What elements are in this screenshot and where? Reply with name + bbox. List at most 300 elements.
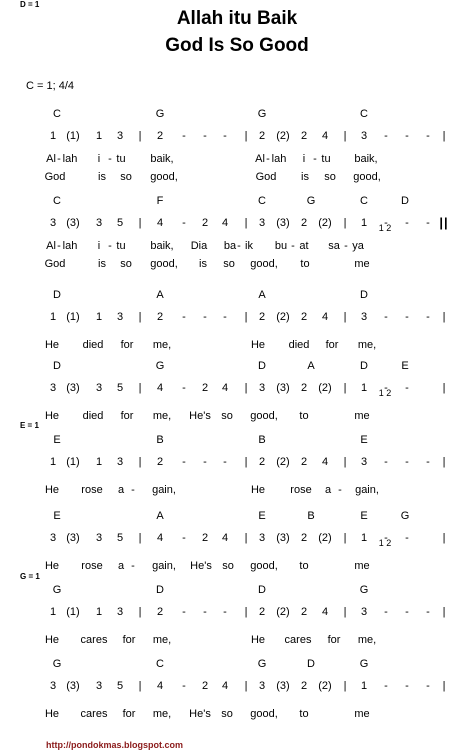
- note-number: 2: [300, 680, 308, 692]
- chord-symbol: D: [258, 360, 266, 372]
- lyric-word: God: [44, 258, 66, 270]
- lyric-word: tu: [321, 153, 331, 165]
- chord-symbol: C: [53, 195, 61, 207]
- chord-symbol: G: [257, 658, 267, 670]
- lyric-word: He's: [190, 560, 212, 572]
- lyric-word: me,: [152, 410, 172, 422]
- lyric-word: He: [44, 708, 60, 720]
- lyric-word: He's: [189, 708, 211, 720]
- lyric-word: good,: [250, 560, 278, 572]
- note-number: 1: [49, 311, 57, 323]
- lyric-word: i: [302, 153, 306, 165]
- note-number: 4: [156, 382, 164, 394]
- chord-symbol: E: [401, 360, 409, 372]
- lyric-word: -: [108, 153, 112, 165]
- note-number: -: [405, 311, 409, 323]
- note-number: (1): [66, 456, 80, 468]
- note-number: (2): [276, 311, 290, 323]
- note-number: 3: [258, 382, 266, 394]
- lyric-word: God: [44, 171, 66, 183]
- note-number: 2: [300, 456, 308, 468]
- chord-symbol: C: [156, 658, 164, 670]
- lyric-word: He: [250, 484, 266, 496]
- chord-symbol: B: [307, 510, 315, 522]
- note-number: 2: [300, 311, 308, 323]
- note-number: -: [405, 130, 409, 142]
- note-number: -: [426, 130, 430, 142]
- chord-symbol: G: [155, 108, 165, 120]
- barline: |: [343, 217, 347, 229]
- lyric-word: me,: [357, 634, 377, 646]
- lyric-word: He: [44, 484, 60, 496]
- note-number: -: [426, 606, 430, 618]
- note-number: -: [182, 680, 186, 692]
- chord-symbol: D: [156, 584, 164, 596]
- note-number: -: [384, 311, 388, 323]
- lyric-word: He: [44, 339, 60, 351]
- note-number: (1): [66, 311, 80, 323]
- chord-symbol: E: [360, 434, 368, 446]
- lyric-word: for: [325, 339, 339, 351]
- barline: |: [442, 382, 446, 394]
- note-number: 5: [116, 532, 124, 544]
- lyric-word: to: [300, 258, 310, 270]
- note-number: -: [182, 532, 186, 544]
- modulation-label: D = 1: [20, 0, 40, 9]
- note-number: 2: [300, 606, 308, 618]
- lyric-word: -: [131, 484, 135, 496]
- lyric-word: a: [324, 484, 332, 496]
- lyric-word: a: [117, 560, 125, 572]
- lyric-word: good,: [150, 171, 178, 183]
- note-number: -: [384, 217, 388, 229]
- lyric-word: cares: [284, 634, 312, 646]
- modulation-label: G = 1: [20, 572, 40, 581]
- note-number: -: [405, 680, 409, 692]
- note-number: -: [182, 606, 186, 618]
- lyric-word: me: [354, 560, 370, 572]
- note-number: -: [384, 456, 388, 468]
- note-number: (2): [318, 217, 332, 229]
- note-number: (2): [318, 382, 332, 394]
- barline: |: [244, 217, 248, 229]
- chord-symbol: D: [53, 289, 61, 301]
- note-number: 3: [95, 382, 103, 394]
- note-number: 3: [360, 606, 368, 618]
- note-number: -: [384, 680, 388, 692]
- lyric-word: for: [120, 410, 134, 422]
- note-number: 4: [221, 382, 229, 394]
- lyric-word: for: [122, 634, 136, 646]
- lyric-word: gain,: [355, 484, 379, 496]
- lyric-word: cares: [80, 634, 108, 646]
- note-number: (2): [276, 130, 290, 142]
- note-number: (3): [276, 680, 290, 692]
- chord-symbol: D: [360, 360, 368, 372]
- note-number: (3): [66, 217, 80, 229]
- note-number: 2: [258, 130, 266, 142]
- lyric-word: is: [98, 258, 106, 270]
- lyric-word: -: [313, 153, 317, 165]
- note-number: 4: [156, 680, 164, 692]
- note-number: 3: [95, 680, 103, 692]
- note-number: 4: [221, 532, 229, 544]
- lyric-word: Dia: [190, 240, 208, 252]
- song-subtitle: God Is So Good: [165, 35, 309, 56]
- lyric-word: good,: [150, 258, 178, 270]
- barline: |: [138, 382, 142, 394]
- note-number: (2): [318, 532, 332, 544]
- transition-top: 1: [378, 223, 384, 233]
- chord-symbol: G: [155, 360, 165, 372]
- note-number: 3: [116, 311, 124, 323]
- chord-symbol: C: [258, 195, 266, 207]
- lyric-word: ya: [352, 240, 364, 252]
- barline: |: [343, 456, 347, 468]
- lyric-word: for: [327, 634, 341, 646]
- barline: |: [138, 532, 142, 544]
- note-number: (1): [66, 130, 80, 142]
- note-number: -: [223, 311, 227, 323]
- barline: |: [244, 532, 248, 544]
- note-number: 4: [321, 130, 329, 142]
- barline: |: [442, 130, 446, 142]
- transition-bottom: 2: [386, 223, 392, 233]
- note-number: (2): [276, 606, 290, 618]
- barline: |: [138, 311, 142, 323]
- lyric-word: good,: [250, 708, 278, 720]
- lyric-word: ba: [223, 240, 237, 252]
- note-number: 3: [116, 130, 124, 142]
- lyric-word: is: [301, 171, 309, 183]
- note-number: 4: [321, 606, 329, 618]
- lyric-word: cares: [80, 708, 108, 720]
- lyric-word: baik,: [354, 153, 378, 165]
- lyric-word: lah: [62, 153, 78, 165]
- note-number: 1: [360, 217, 368, 229]
- lyric-word: i: [97, 240, 101, 252]
- lyric-word: to: [299, 560, 309, 572]
- note-number: -: [384, 606, 388, 618]
- transition-mark: [379, 223, 392, 233]
- barline: |: [244, 456, 248, 468]
- lyric-word: me,: [152, 634, 172, 646]
- note-number: 4: [156, 532, 164, 544]
- barline: |: [343, 311, 347, 323]
- note-number: (2): [276, 456, 290, 468]
- chord-symbol: E: [53, 510, 61, 522]
- note-number: 2: [156, 130, 164, 142]
- lyric-word: He: [44, 410, 60, 422]
- note-number: -: [426, 217, 430, 229]
- lyric-word: He: [250, 634, 266, 646]
- note-number: 2: [156, 311, 164, 323]
- note-number: -: [182, 217, 186, 229]
- lyric-word: -: [266, 153, 270, 165]
- note-number: 2: [300, 130, 308, 142]
- barline: |: [343, 606, 347, 618]
- note-number: 3: [360, 130, 368, 142]
- lyric-word: -: [344, 240, 348, 252]
- chord-symbol: A: [156, 510, 164, 522]
- note-number: -: [182, 311, 186, 323]
- note-number: 5: [116, 217, 124, 229]
- lyric-word: -: [131, 560, 135, 572]
- barline: |: [244, 606, 248, 618]
- lyric-word: for: [120, 339, 134, 351]
- lyric-word: so: [222, 560, 234, 572]
- note-number: -: [426, 456, 430, 468]
- chord-symbol: E: [53, 434, 61, 446]
- chord-symbol: G: [359, 584, 369, 596]
- note-number: -: [182, 130, 186, 142]
- note-number: 4: [156, 217, 164, 229]
- chord-symbol: G: [52, 658, 62, 670]
- note-number: -: [426, 680, 430, 692]
- lyric-word: at: [299, 240, 309, 252]
- lyric-word: rose: [290, 484, 312, 496]
- lyric-word: Al: [46, 153, 56, 165]
- note-number: 2: [258, 606, 266, 618]
- song-title: Allah itu Baik: [176, 8, 298, 29]
- note-number: -: [223, 606, 227, 618]
- lyric-word: me,: [152, 339, 172, 351]
- key-signature: C = 1; 4/4: [26, 80, 75, 92]
- note-number: 3: [360, 311, 368, 323]
- lyric-word: He: [44, 634, 60, 646]
- chord-symbol: A: [307, 360, 315, 372]
- lyric-word: so: [223, 258, 235, 270]
- note-number: -: [384, 532, 388, 544]
- note-number: 5: [116, 680, 124, 692]
- note-number: 1: [49, 606, 57, 618]
- chord-symbol: G: [306, 195, 316, 207]
- footer-url: http://pondokmas.blogspot.com: [46, 740, 183, 750]
- note-number: 3: [95, 532, 103, 544]
- note-number: 2: [258, 456, 266, 468]
- barline: |: [138, 217, 142, 229]
- barline: |: [244, 311, 248, 323]
- lyric-word: He's: [189, 410, 211, 422]
- barline: |: [442, 680, 446, 692]
- note-number: -: [405, 606, 409, 618]
- lyric-word: me,: [357, 339, 377, 351]
- note-number: 1: [360, 382, 368, 394]
- note-number: 2: [201, 217, 209, 229]
- chord-symbol: C: [360, 195, 368, 207]
- note-number: 4: [321, 456, 329, 468]
- lyric-word: baik,: [150, 153, 174, 165]
- lyric-word: i: [97, 153, 101, 165]
- lyric-word: -: [108, 240, 112, 252]
- barline: |: [244, 130, 248, 142]
- lyric-word: died: [288, 339, 310, 351]
- lyric-word: tu: [116, 240, 126, 252]
- note-number: (3): [276, 382, 290, 394]
- barline: |: [442, 456, 446, 468]
- note-number: 5: [116, 382, 124, 394]
- lyric-word: -: [57, 240, 61, 252]
- note-number: 2: [300, 532, 308, 544]
- chord-symbol: E: [258, 510, 266, 522]
- note-number: 3: [116, 456, 124, 468]
- lyric-word: baik,: [150, 240, 174, 252]
- note-number: -: [384, 382, 388, 394]
- transition-mark: [379, 538, 392, 548]
- barline: |: [343, 680, 347, 692]
- note-number: 2: [156, 456, 164, 468]
- chord-symbol: G: [400, 510, 410, 522]
- modulation-label: E = 1: [20, 421, 39, 430]
- lyric-word: lah: [271, 153, 287, 165]
- note-number: 3: [95, 217, 103, 229]
- lyric-word: died: [82, 410, 104, 422]
- note-number: 1: [95, 311, 103, 323]
- note-number: -: [203, 456, 207, 468]
- note-number: 2: [300, 217, 308, 229]
- chord-symbol: B: [258, 434, 266, 446]
- note-number: -: [426, 311, 430, 323]
- barline: |: [244, 382, 248, 394]
- note-number: 1: [360, 680, 368, 692]
- barline: |: [343, 382, 347, 394]
- note-number: 1: [95, 456, 103, 468]
- chord-symbol: C: [360, 108, 368, 120]
- note-number: -: [405, 456, 409, 468]
- note-number: 3: [49, 680, 57, 692]
- note-number: 4: [221, 217, 229, 229]
- note-number: -: [405, 217, 409, 229]
- lyric-word: so: [324, 171, 336, 183]
- lyric-word: for: [122, 708, 136, 720]
- note-number: (3): [66, 382, 80, 394]
- lyric-word: rose: [81, 560, 103, 572]
- barline: ||: [439, 215, 449, 230]
- lyric-word: to: [299, 410, 309, 422]
- lyric-word: good,: [250, 410, 278, 422]
- lyric-word: God: [255, 171, 277, 183]
- lyric-word: me,: [152, 708, 172, 720]
- note-number: -: [182, 382, 186, 394]
- lyric-word: -: [291, 240, 295, 252]
- lyric-word: Al: [46, 240, 56, 252]
- chord-symbol: D: [53, 360, 61, 372]
- chord-symbol: E: [360, 510, 368, 522]
- barline: |: [244, 680, 248, 692]
- transition-bottom: 2: [386, 538, 392, 548]
- lyric-word: lah: [62, 240, 78, 252]
- lyric-word: me: [354, 258, 370, 270]
- note-number: 4: [321, 311, 329, 323]
- note-number: 2: [156, 606, 164, 618]
- lyric-word: is: [199, 258, 207, 270]
- note-number: (2): [318, 680, 332, 692]
- lyric-word: died: [82, 339, 104, 351]
- lyric-word: bu: [274, 240, 288, 252]
- note-number: -: [405, 382, 409, 394]
- note-number: 3: [258, 680, 266, 692]
- transition-bottom: 2: [386, 388, 392, 398]
- lyric-word: me: [354, 708, 370, 720]
- lyric-word: Al: [255, 153, 265, 165]
- lyric-word: sa: [328, 240, 340, 252]
- note-number: 3: [116, 606, 124, 618]
- transition-top: 1: [378, 538, 384, 548]
- chord-symbol: D: [360, 289, 368, 301]
- note-number: -: [182, 456, 186, 468]
- chord-symbol: D: [401, 195, 409, 207]
- lyric-word: -: [237, 240, 241, 252]
- barline: |: [138, 606, 142, 618]
- barline: |: [442, 532, 446, 544]
- note-number: 3: [258, 217, 266, 229]
- note-number: (1): [66, 606, 80, 618]
- note-number: (3): [66, 532, 80, 544]
- lyric-word: ik: [245, 240, 253, 252]
- lyric-word: gain,: [152, 560, 176, 572]
- note-number: -: [405, 532, 409, 544]
- barline: |: [343, 130, 347, 142]
- lyric-word: is: [98, 171, 106, 183]
- barline: |: [442, 606, 446, 618]
- lyric-word: me: [354, 410, 370, 422]
- chord-symbol: A: [258, 289, 266, 301]
- transition-mark: [379, 388, 392, 398]
- note-number: -: [223, 456, 227, 468]
- barline: |: [138, 130, 142, 142]
- barline: |: [442, 311, 446, 323]
- note-number: 1: [360, 532, 368, 544]
- note-number: 3: [49, 217, 57, 229]
- note-number: -: [384, 130, 388, 142]
- note-number: 1: [95, 130, 103, 142]
- barline: |: [343, 532, 347, 544]
- chord-symbol: D: [258, 584, 266, 596]
- note-number: -: [223, 130, 227, 142]
- note-number: 2: [300, 382, 308, 394]
- barline: |: [138, 456, 142, 468]
- lyric-word: -: [338, 484, 342, 496]
- lyric-word: so: [120, 171, 132, 183]
- note-number: 1: [95, 606, 103, 618]
- note-number: 3: [49, 382, 57, 394]
- lyric-word: He: [250, 339, 266, 351]
- lyric-word: so: [221, 410, 233, 422]
- barline: |: [138, 680, 142, 692]
- chord-symbol: G: [257, 108, 267, 120]
- lyric-word: so: [120, 258, 132, 270]
- note-number: 2: [201, 382, 209, 394]
- note-number: (3): [66, 680, 80, 692]
- lyric-word: He: [44, 560, 60, 572]
- lyric-word: rose: [81, 484, 103, 496]
- chord-symbol: D: [307, 658, 315, 670]
- note-number: -: [203, 130, 207, 142]
- note-number: 3: [360, 456, 368, 468]
- note-number: 2: [258, 311, 266, 323]
- transition-top: 1: [378, 388, 384, 398]
- chord-symbol: A: [156, 289, 164, 301]
- note-number: 3: [49, 532, 57, 544]
- note-number: (3): [276, 532, 290, 544]
- lyric-word: -: [57, 153, 61, 165]
- chord-symbol: C: [53, 108, 61, 120]
- note-number: 2: [201, 680, 209, 692]
- lyric-word: tu: [116, 153, 126, 165]
- note-number: -: [203, 606, 207, 618]
- note-number: 2: [201, 532, 209, 544]
- lyric-word: a: [117, 484, 125, 496]
